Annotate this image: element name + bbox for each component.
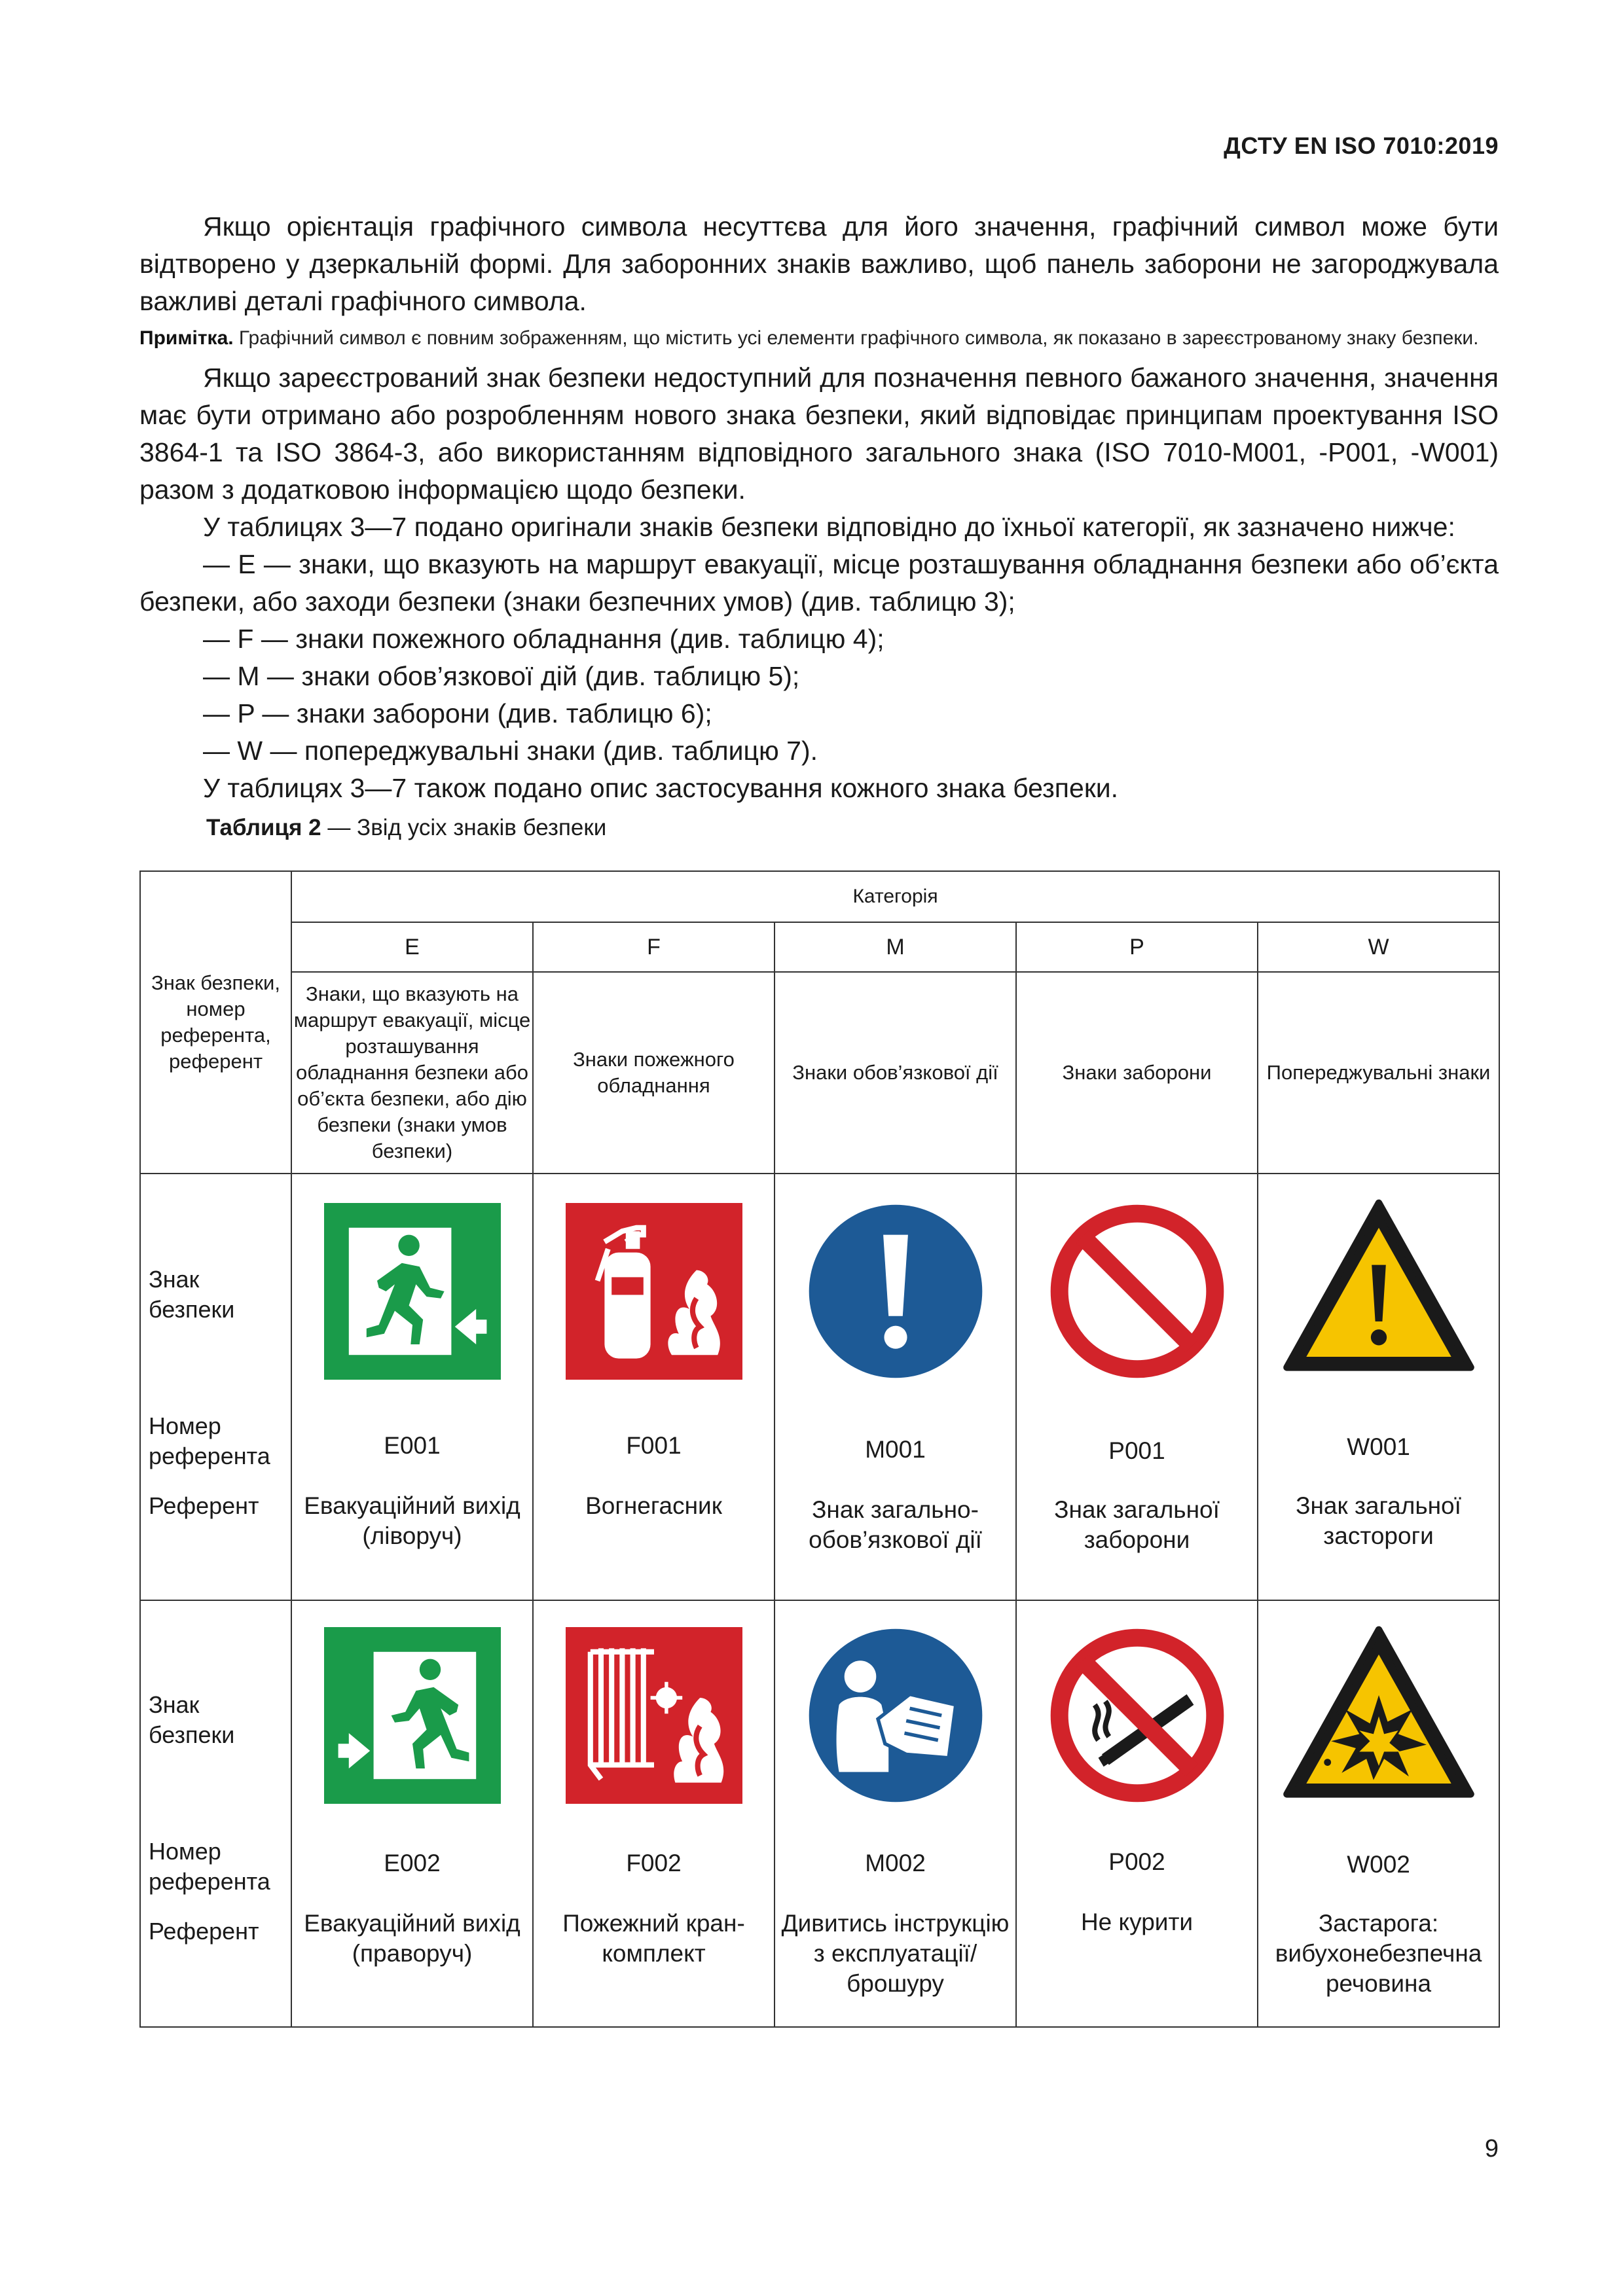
label-referent: Референт	[149, 1492, 259, 1519]
safety-signs-table	[139, 870, 1500, 2028]
note-label: Примітка.	[139, 327, 234, 349]
category-description: Знаки, що вказують на маршрут евакуації, місце розташування обладнання безпеки або об’єкта безпеки, або дію безпеки (знаки умов безпеки)	[291, 972, 533, 1174]
category-letter: P	[1016, 922, 1258, 972]
referent-code: F001	[626, 1432, 682, 1459]
general-mandatory-icon	[807, 1203, 984, 1380]
category-letter: E	[291, 922, 533, 972]
list-item: — W — попереджувальні знаки (див. таблицю 7).	[203, 736, 818, 766]
paragraph-orientation: Якщо орієнтація графічного символа несуттєва для його значення, графічний символ може бути відтворено у дзеркальній формі. Для заборонних знаків важливо, щоб панель заборони не загороджувала важливі деталі графічного символа.	[139, 211, 1499, 316]
category-description: Знаки обов’язкової дії	[775, 972, 1016, 1174]
explosive-material-icon	[1281, 1624, 1477, 1801]
referent-name: Евакуаційний вихід (ліворуч)	[304, 1492, 520, 1549]
category-header: Категорія	[291, 871, 1499, 922]
referent-code: E001	[384, 1432, 441, 1459]
paragraph-descriptions: У таблицях 3—7 також подано опис застосування кожного знака безпеки.	[203, 773, 1119, 803]
category-letter: F	[533, 922, 775, 972]
sign-cell	[1258, 1600, 1499, 2027]
referent-name: Дивитись інструкцію з експлуатації/брошуру	[781, 1910, 1010, 1997]
referent-name: Вогнегасник	[585, 1492, 722, 1519]
sign-cell	[1016, 1174, 1258, 1600]
sign-cell	[1016, 1600, 1258, 2027]
referent-name: Евакуаційний вихід (праворуч)	[304, 1910, 520, 1967]
sign-cell	[533, 1174, 775, 1600]
general-warning-icon	[1281, 1198, 1477, 1374]
category-letter: M	[775, 922, 1016, 972]
category-description: Знаки пожежного обладнання	[533, 972, 775, 1174]
table-caption-text: — Звід усіх знаків безпеки	[321, 815, 607, 840]
referent-code: M002	[865, 1850, 926, 1876]
referent-code: P001	[1108, 1437, 1165, 1464]
note-text: Графічний символ є повним зображенням, що містить усі елементи графічного символа, як показано в зареєстрованому знаку безпеки.	[233, 327, 1479, 349]
table-row	[140, 1600, 1499, 2027]
referent-code: M001	[865, 1436, 926, 1463]
category-letter: W	[1258, 922, 1499, 972]
referent-name: Не курити	[1080, 1909, 1194, 1935]
referent-code: W002	[1347, 1851, 1410, 1878]
sign-cell	[775, 1174, 1016, 1600]
row-labels	[140, 1174, 291, 1600]
referent-name: Пожежний кран-комплект	[562, 1910, 745, 1967]
sign-cell	[533, 1600, 775, 2027]
list-item: — F — знаки пожежного обладнання (див. таблицю 4);	[203, 624, 884, 654]
sign-cell	[1258, 1174, 1499, 1600]
label-referent: Референт	[149, 1918, 259, 1945]
no-smoking-icon	[1049, 1627, 1226, 1804]
list-item: — E — знаки, що вказують на маршрут евакуації, місце розташування обладнання безпеки або об’єкта безпеки, або заходи безпеки (знаки безпечних умов) (див. таблицю 3);	[139, 549, 1499, 617]
document-standard-code: ДСТУ EN ISO 7010:2019	[1224, 132, 1499, 159]
general-prohibition-icon	[1049, 1203, 1226, 1380]
referent-name: Знак загально-обов’язкової дії	[809, 1496, 982, 1553]
referent-code: P002	[1108, 1848, 1165, 1875]
label-ref-number: Номер референта	[149, 1838, 270, 1895]
referent-code: W001	[1347, 1433, 1410, 1460]
table-caption-label: Таблиця 2	[206, 815, 321, 840]
body-text	[139, 208, 1499, 807]
fire-hose-reel-icon	[566, 1627, 742, 1804]
emergency-exit-left-icon	[324, 1203, 501, 1380]
refer-to-manual-icon	[807, 1627, 984, 1804]
paragraph-tables: У таблицях 3—7 подано оригінали знаків безпеки відповідно до їхньої категорії, як зазначено нижче:	[203, 512, 1455, 542]
page-number: 9	[1484, 2135, 1499, 2162]
category-description: Знаки заборони	[1016, 972, 1258, 1174]
label-sign: Знак безпеки	[149, 1691, 235, 1748]
list-item: — M — знаки обов’язкової дій (див. таблицю 5);	[203, 661, 800, 691]
sign-cell	[291, 1600, 533, 2027]
table-header-left: Знак безпеки, номер референта, референт	[140, 871, 291, 1174]
referent-name: Знак загальної заборони	[1054, 1496, 1220, 1553]
category-description: Попереджувальні знаки	[1258, 972, 1499, 1174]
note	[139, 324, 1499, 353]
fire-extinguisher-icon	[566, 1203, 742, 1380]
table-row	[140, 1174, 1499, 1600]
referent-name: Застарога: вибухонебезпечна речовина	[1275, 1910, 1482, 1997]
sign-cell	[775, 1600, 1016, 2027]
referent-code: E002	[384, 1850, 441, 1876]
referent-code: F002	[626, 1850, 682, 1876]
table-caption	[206, 815, 606, 841]
label-ref-number: Номер референта	[149, 1412, 270, 1469]
referent-name: Знак загальної застороги	[1296, 1492, 1461, 1549]
row-labels	[140, 1600, 291, 2027]
emergency-exit-right-icon	[324, 1627, 501, 1804]
sign-cell	[291, 1174, 533, 1600]
list-item: — P — знаки заборони (див. таблицю 6);	[203, 698, 712, 728]
label-sign: Знак безпеки	[149, 1266, 235, 1323]
paragraph-unregistered: Якщо зареєстрований знак безпеки недоступний для позначення певного бажаного значення, значення має бути отримано або розробленням нового знака безпеки, який відповідає принципам проектування ISO 3864-1 та ISO 3864-3, або використанням відповідного загального знака (ISO 7010-M001, -P001, -W001) разом з додатковою інформацією щодо безпеки.	[139, 363, 1499, 505]
